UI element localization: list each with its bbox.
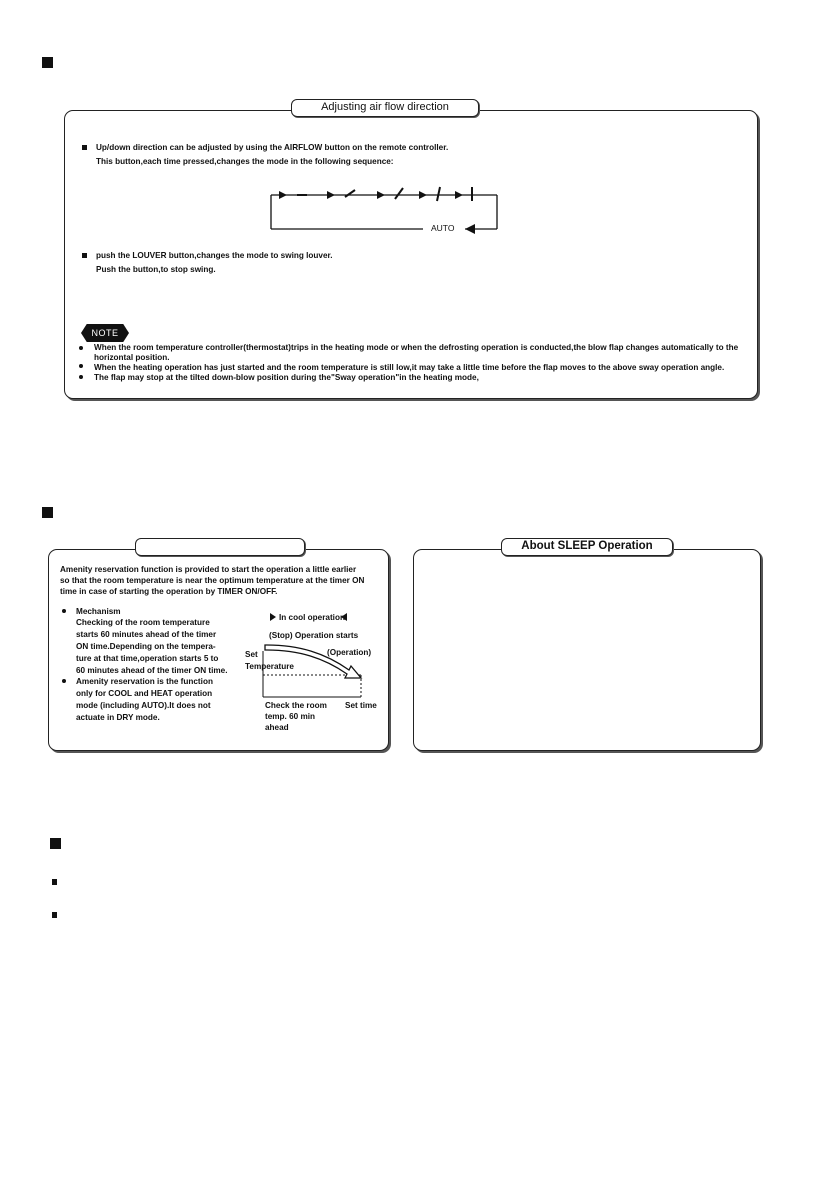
amenity-panel <box>48 549 389 751</box>
diagram-stop-label: (Stop) Operation starts <box>269 631 359 640</box>
sleep-panel <box>413 540 761 751</box>
diagram-temperature-label: Temperature <box>245 662 294 671</box>
diagram-set-time: Set time <box>345 701 377 710</box>
section-marker-3 <box>50 838 61 849</box>
sleep-tab-title: About SLEEP Operation <box>501 538 673 556</box>
diagram-set-label: Set <box>245 650 258 659</box>
bottom-bullet-1 <box>52 879 57 885</box>
mechanism-line1: Checking of the room temperature <box>76 618 210 627</box>
reservation-line4: actuate in DRY mode. <box>76 713 160 722</box>
section-marker-2 <box>42 507 53 518</box>
mechanism-line5: 60 minutes ahead of the timer ON time. <box>76 666 228 675</box>
airflow-bullet2-line1: push the LOUVER button,changes the mode to swing louver. <box>96 251 333 260</box>
airflow-panel <box>64 101 758 399</box>
diagram-operation-label: (Operation) <box>327 648 372 657</box>
note-label: NOTE <box>91 328 119 338</box>
mechanism-line3: ON time.Depending on the tempera- <box>76 642 216 651</box>
note-3-line1: The flap may stop at the tilted down-blow position during the"Sway operation"in the heating mode, <box>94 373 479 382</box>
note-bullet <box>79 364 83 368</box>
diagram-check-line3: ahead <box>265 723 289 732</box>
note-2-line1: When the heating operation has just started and the room temperature is still low,it may take a little time before the flap moves to the above sway operation angle. <box>94 363 725 372</box>
mechanism-title: Mechanism <box>76 607 121 616</box>
note-badge <box>81 324 129 342</box>
auto-label: AUTO <box>431 223 455 233</box>
bullet-square <box>82 253 87 258</box>
note-bullet <box>79 375 83 379</box>
mechanism-line2: starts 60 minutes ahead of the timer <box>76 630 217 639</box>
note-1-line1: When the room temperature controller(thermostat)trips in the heating mode or when the defrosting operation is conducted,the blow flap changes automatically to the <box>94 343 739 352</box>
bottom-bullet-2 <box>52 912 57 918</box>
amenity-intro-line3: time in case of starting the operation by TIMER ON/OFF. <box>60 587 278 596</box>
note-1-line2: horizontal position. <box>94 353 170 362</box>
airflow-bullet1-line2: This button,each time pressed,changes the mode in the following sequence: <box>96 157 394 166</box>
diagram-mode-label: In cool operation <box>279 613 345 622</box>
amenity-intro-line1: Amenity reservation function is provided to start the operation a little earlier <box>60 565 357 574</box>
reservation-line1: Amenity reservation is the function <box>76 677 213 686</box>
airflow-bullet2-line2: Push the button,to stop swing. <box>96 265 216 274</box>
diagram-check-line2: temp. 60 min <box>265 712 316 721</box>
reservation-line2: only for COOL and HEAT operation <box>76 689 213 698</box>
airflow-bullet1-line1: Up/down direction can be adjusted by using the AIRFLOW button on the remote controller. <box>96 143 449 152</box>
diagram-check-line1: Check the room <box>265 701 327 710</box>
note-bullet <box>79 346 83 350</box>
reservation-line3: mode (including AUTO).It does not <box>76 701 211 710</box>
mechanism-line4: ture at that time,operation starts 5 to <box>76 654 219 663</box>
section-marker-1 <box>42 57 53 68</box>
amenity-intro-line2: so that the room temperature is near the optimum temperature at the timer ON <box>60 576 365 585</box>
airflow-tab-title: Adjusting air flow direction <box>291 99 479 117</box>
